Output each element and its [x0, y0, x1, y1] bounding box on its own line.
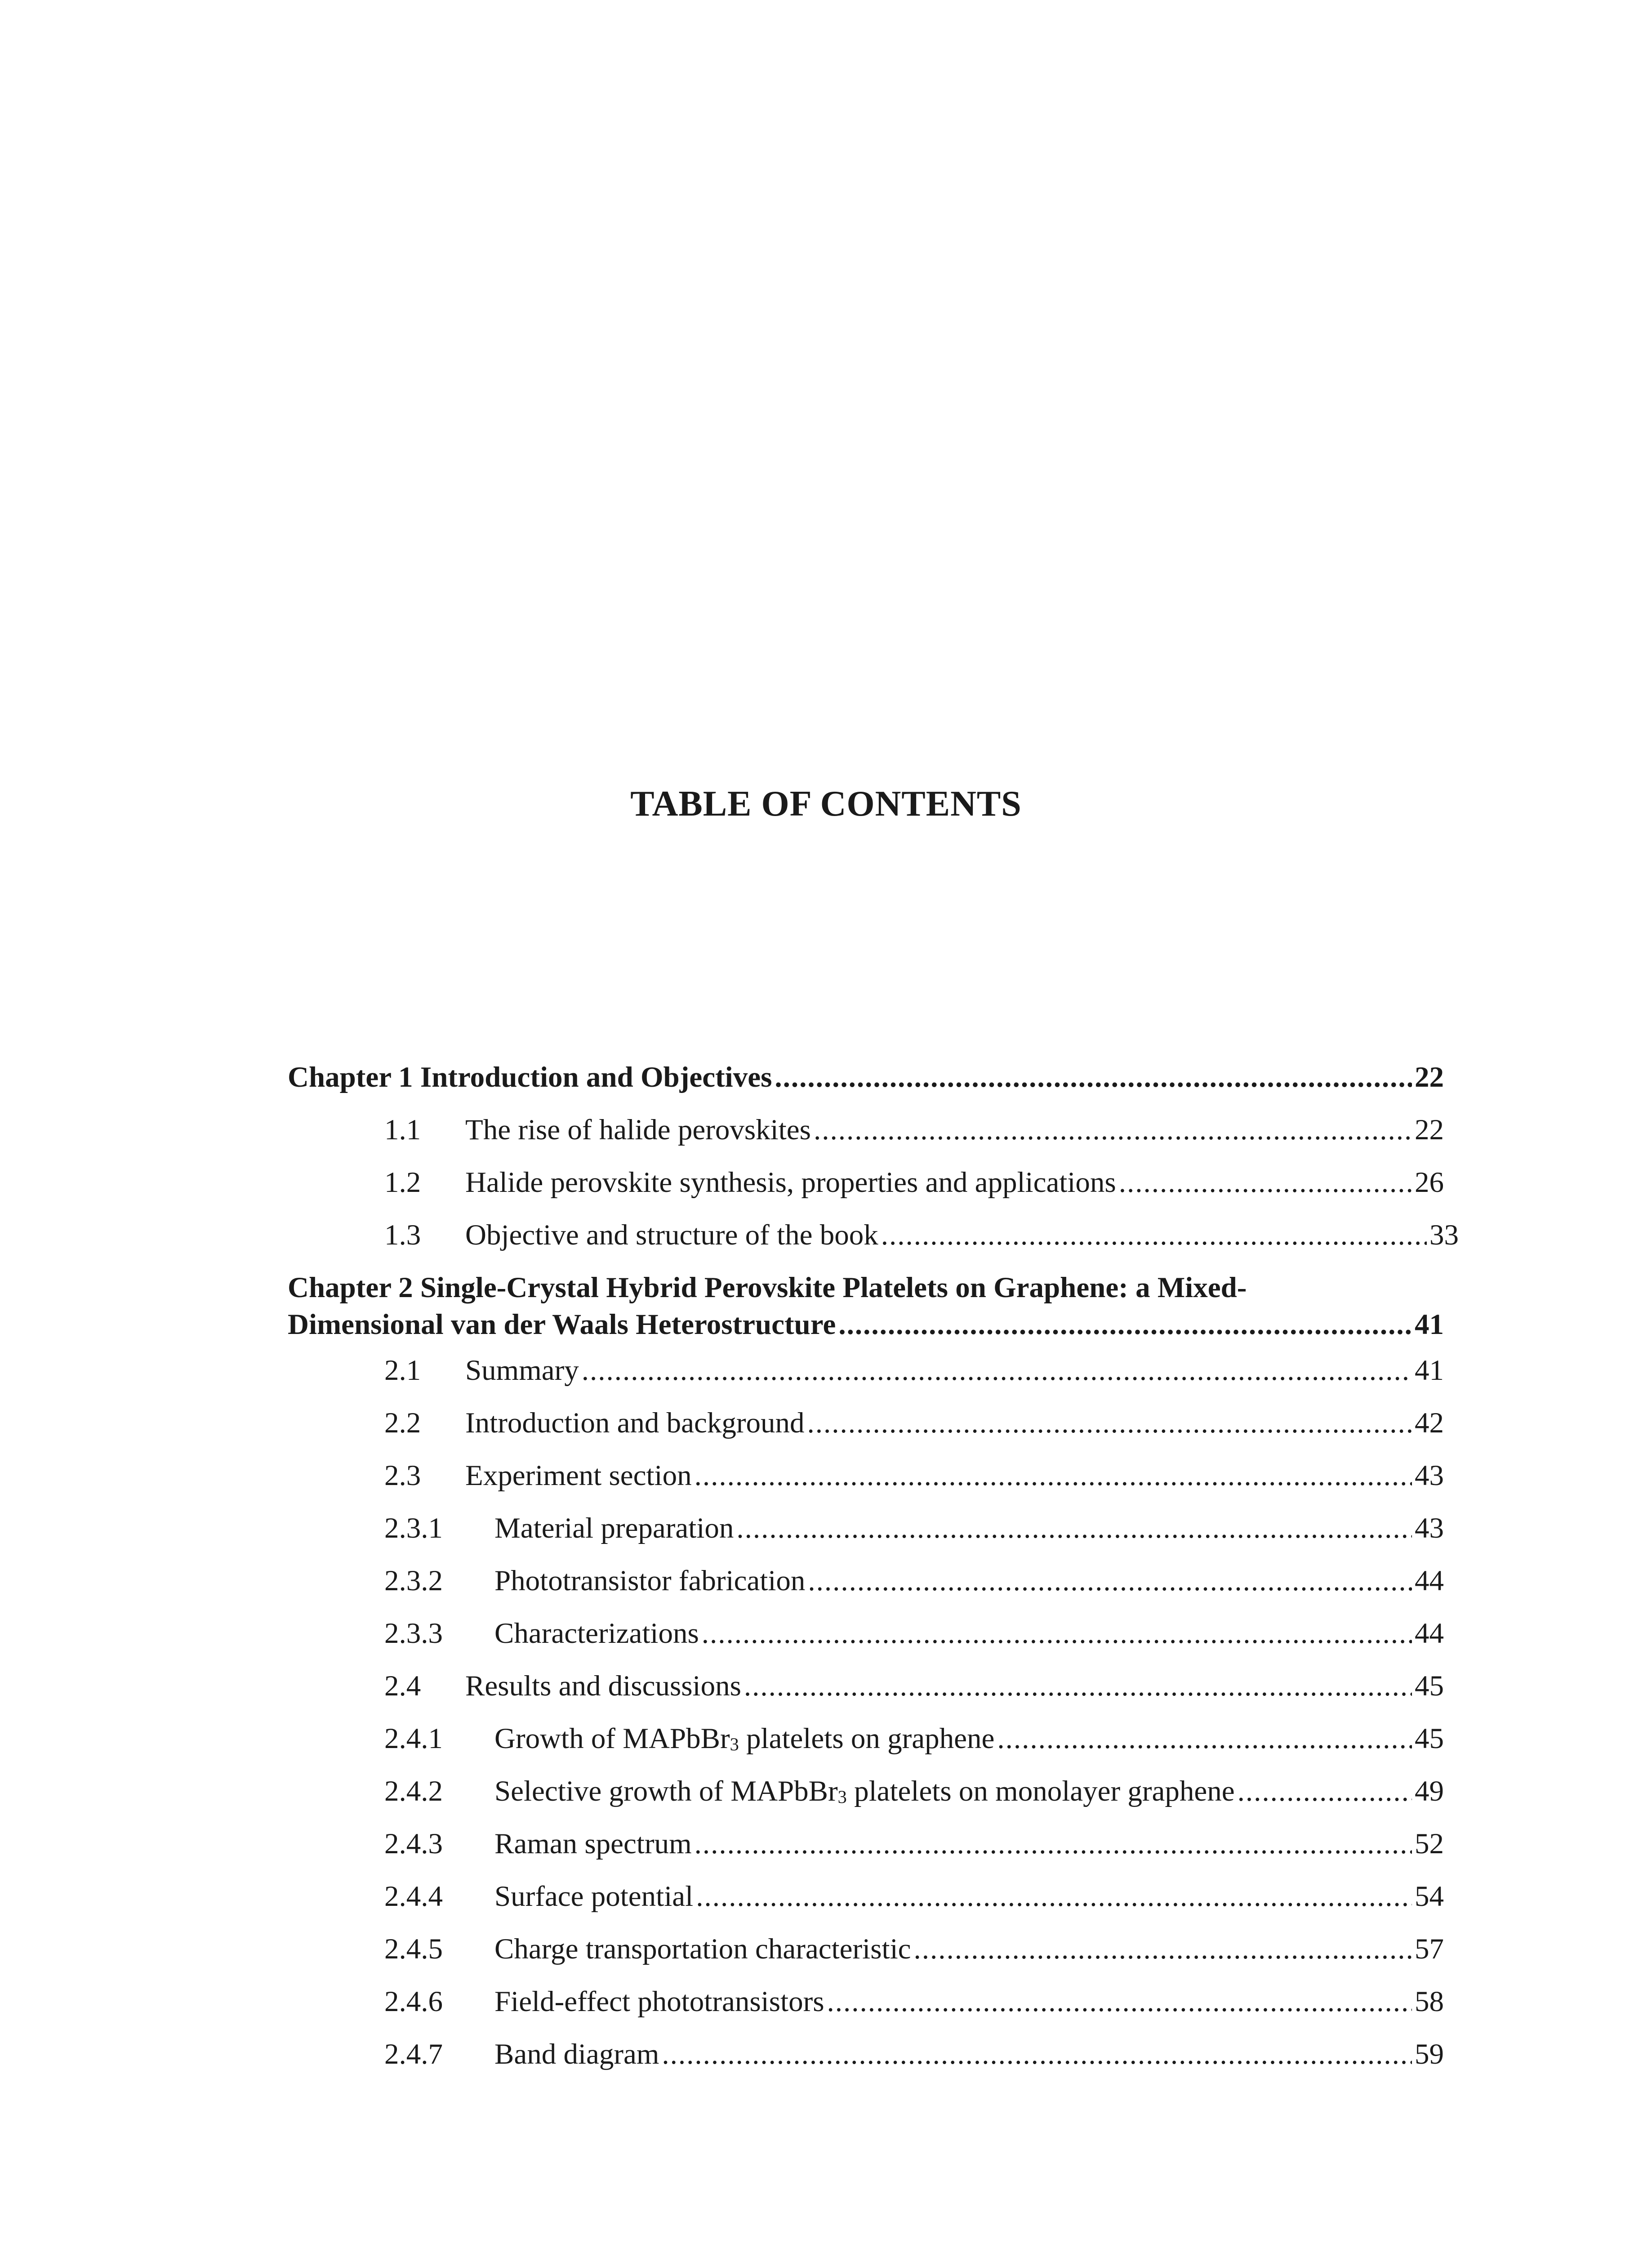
toc-entry-title: Introduction and background — [465, 1407, 805, 1439]
toc-entry-2-4-2[interactable] — [288, 1773, 1444, 1825]
toc-page-number: 44 — [1415, 1617, 1444, 1650]
toc-page-number: 45 — [1415, 1670, 1444, 1702]
toc-page-number: 59 — [1415, 2038, 1444, 2070]
toc-section-number: 2.4.5 — [384, 1933, 443, 1965]
toc-section-number: 2.3.1 — [384, 1512, 443, 1544]
dot-leader — [736, 1510, 1412, 1547]
toc-entry-title-line-2: Dimensional van der Waals Heterostructure — [288, 1308, 836, 1341]
dot-leader — [1119, 1164, 1412, 1201]
page-title: TABLE OF CONTENTS — [630, 784, 1022, 824]
dot-leader — [838, 1306, 1412, 1343]
toc-page-number: 22 — [1415, 1114, 1444, 1146]
title-part: platelets on graphene — [739, 1722, 995, 1755]
toc-page-number: 58 — [1415, 1985, 1444, 2018]
toc-section-number: 2.4 — [384, 1670, 421, 1702]
dot-leader — [695, 1457, 1412, 1494]
dot-leader — [744, 1668, 1412, 1704]
toc-entry-chapter-2[interactable] — [288, 1269, 1444, 1343]
dot-leader — [827, 1983, 1412, 2020]
dot-leader — [695, 1825, 1412, 1862]
toc-entry-2-4-4[interactable] — [288, 1878, 1444, 1931]
toc-entry-2-4-5[interactable] — [288, 1931, 1444, 1983]
toc-section-number: 1.3 — [384, 1219, 421, 1251]
toc-entry-title: The rise of halide perovskites — [465, 1114, 811, 1146]
toc-page-number: 52 — [1415, 1828, 1444, 1860]
toc-section-number: 2.4.1 — [384, 1722, 443, 1755]
toc-page-number: 44 — [1415, 1565, 1444, 1597]
toc-entry-2-3-3[interactable] — [288, 1615, 1444, 1668]
toc-entry-title: Experiment section — [465, 1459, 692, 1492]
toc-page-number: 33 — [1429, 1219, 1459, 1251]
toc-entry-1-1[interactable] — [288, 1111, 1444, 1164]
toc-entry-title: Surface potential — [494, 1880, 694, 1913]
toc-section-number: 2.4.6 — [384, 1985, 443, 2018]
toc-entry-1-3[interactable] — [288, 1217, 1459, 1269]
toc-section-number: 1.1 — [384, 1114, 421, 1146]
toc-entry-2-1[interactable] — [288, 1352, 1444, 1405]
toc-section-number: 2.4.3 — [384, 1828, 443, 1860]
dot-leader — [696, 1878, 1412, 1915]
toc-entry-title: Material preparation — [494, 1512, 734, 1544]
toc-page-number: 43 — [1415, 1459, 1444, 1492]
toc-entry-title: Summary — [465, 1354, 579, 1387]
toc-entry-title — [494, 1720, 994, 1757]
toc-page-number: 45 — [1415, 1722, 1444, 1755]
dot-leader — [775, 1059, 1412, 1096]
toc-entry-title — [494, 1773, 1235, 1810]
toc-entry-title: Field-effect phototransistors — [494, 1985, 824, 2018]
toc-section-number: 2.2 — [384, 1407, 421, 1439]
toc-section-number: 2.4.7 — [384, 2038, 443, 2070]
toc-entry-title: Phototransistor fabrication — [494, 1565, 806, 1597]
toc-page-number: 41 — [1415, 1308, 1444, 1341]
toc-section-number: 2.1 — [384, 1354, 421, 1387]
toc-page-number: 41 — [1415, 1354, 1444, 1387]
toc-page-number: 57 — [1415, 1933, 1444, 1965]
toc-entry-title-line-1: Chapter 2 Single-Crystal Hybrid Perovskite Platelets on Graphene: a Mixed- — [288, 1271, 1247, 1304]
toc-entry-1-2[interactable] — [288, 1164, 1444, 1217]
toc-entry-2-2[interactable] — [288, 1405, 1444, 1457]
toc-entry-title: Chapter 1 Introduction and Objectives — [288, 1061, 772, 1093]
dot-leader — [997, 1720, 1412, 1757]
dot-leader — [1238, 1773, 1412, 1810]
dot-leader — [702, 1615, 1412, 1652]
toc-entry-title: Results and discussions — [465, 1670, 741, 1702]
toc-entry-chapter-1[interactable] — [288, 1059, 1444, 1111]
dot-leader — [881, 1217, 1427, 1253]
dot-leader — [814, 1111, 1412, 1148]
dot-leader — [662, 2036, 1412, 2073]
toc-page-number: 54 — [1415, 1880, 1444, 1913]
toc-entry-title: Characterizations — [494, 1617, 699, 1650]
toc-entry-title: Objective and structure of the book — [465, 1219, 878, 1251]
toc-entry-title: Halide perovskite synthesis, properties and applications — [465, 1166, 1116, 1199]
toc-page-number: 49 — [1415, 1775, 1444, 1807]
toc-section-number: 2.3 — [384, 1459, 421, 1492]
toc-entry-title: Charge transportation characteristic — [494, 1933, 911, 1965]
toc-page-number: 26 — [1415, 1166, 1444, 1199]
toc-page-number: 42 — [1415, 1407, 1444, 1439]
subscript: 3 — [730, 1734, 739, 1754]
toc-section-number: 2.3.3 — [384, 1617, 443, 1650]
title-part: Growth of MAPbBr — [494, 1722, 730, 1755]
dot-leader — [807, 1405, 1412, 1441]
toc-section-number: 1.2 — [384, 1166, 421, 1199]
toc-entry-2-4-6[interactable] — [288, 1983, 1444, 2036]
toc-entry-2-4-7[interactable] — [288, 2036, 1444, 2088]
subscript: 3 — [837, 1786, 847, 1807]
table-of-contents — [288, 1059, 1459, 2088]
toc-section-number: 2.4.4 — [384, 1880, 443, 1913]
toc-entry-title: Raman spectrum — [494, 1828, 692, 1860]
toc-page-number: 22 — [1415, 1061, 1444, 1093]
toc-entry-2-4-3[interactable] — [288, 1825, 1444, 1878]
title-part: platelets on monolayer graphene — [846, 1775, 1235, 1807]
toc-section-number: 2.4.2 — [384, 1775, 443, 1807]
dot-leader — [913, 1931, 1412, 1967]
dot-leader — [808, 1562, 1412, 1599]
title-part: Selective growth of MAPbBr — [494, 1775, 838, 1807]
toc-entry-2-4-1[interactable] — [288, 1720, 1444, 1773]
toc-entry-2-3[interactable] — [288, 1457, 1444, 1510]
toc-section-number: 2.3.2 — [384, 1565, 443, 1597]
toc-entry-2-3-2[interactable] — [288, 1562, 1444, 1615]
dot-leader — [582, 1352, 1412, 1389]
toc-entry-2-4[interactable] — [288, 1668, 1444, 1720]
toc-entry-2-3-1[interactable] — [288, 1510, 1444, 1562]
toc-page-number: 43 — [1415, 1512, 1444, 1544]
toc-entry-title: Band diagram — [494, 2038, 659, 2070]
